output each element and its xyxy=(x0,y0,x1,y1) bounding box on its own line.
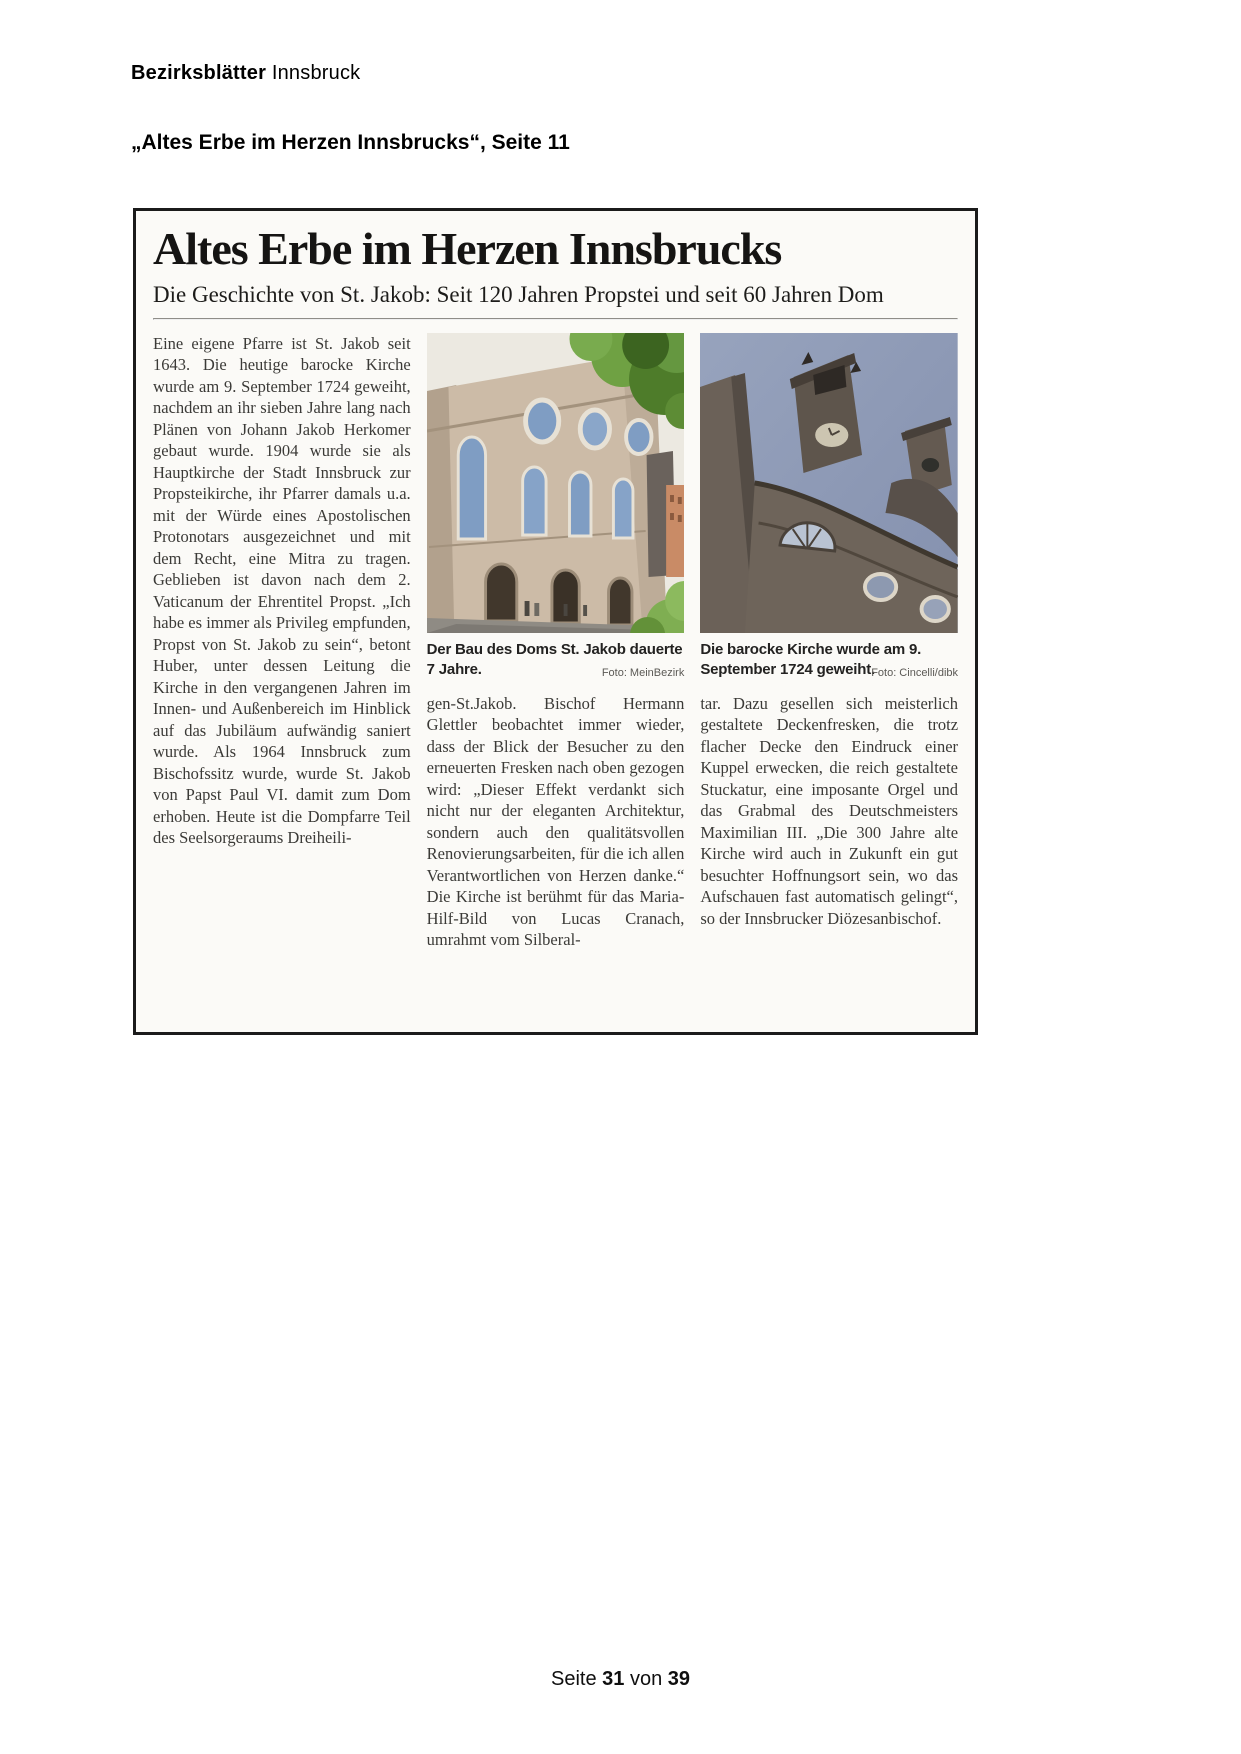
photo-credit: Foto: MeinBezirk xyxy=(601,666,685,679)
publication-name-bold: Bezirksblätter xyxy=(131,62,267,84)
article-clipping xyxy=(133,208,978,1035)
article-columns xyxy=(153,333,958,951)
article-title: Altes Erbe im Herzen Innsbrucks xyxy=(153,223,782,274)
footer-total-pages: 39 xyxy=(667,1668,691,1690)
publication-name-regular: Innsbruck xyxy=(271,62,361,84)
photo-baroque-church xyxy=(700,333,958,633)
photo-caption-text: Der Bau des Doms St. Jakob dauerte 7 Jahre. xyxy=(426,640,683,679)
baroque-church-image xyxy=(700,333,958,633)
photo-caption xyxy=(427,640,685,684)
photo-caption xyxy=(700,640,958,684)
publication-name xyxy=(131,62,360,85)
footer-label-of: von xyxy=(629,1668,663,1690)
column-2-text: gen-St.Jakob. Bischof Hermann Glettler beobachtet immer wieder, dass der Blick der Besucher zu den erneuerten Fresken nach oben gezogen wird: „Dieser Effekt verdankt sich nicht nur der eleganten Architektur, sondern auch den qualitätsvollen Renovierungsarbeiten, für die ich allen Verantwortlichen von Herzen danke.“ Die Kirche ist berühmt für das Maria-Hilf-Bild von Lucas Cranach, umrahmt vom Silberal- xyxy=(426,693,685,950)
photo-caption-text: Die barocke Kirche wurde am 9. September 1724 geweiht. xyxy=(700,640,922,679)
article-column-3 xyxy=(700,333,958,951)
article-subtitle: Die Geschichte von St. Jakob: Seit 120 Jahren Propstei und seit 60 Jahren Dom xyxy=(153,281,884,307)
column-3-text: tar. Dazu gesellen sich meisterlich gestaltete Deckenfresken, die trotz flacher Decke den Eindruck einer Kuppel erwecken, die reich gestaltete Stuckatur, eine imposante Orgel und das Grabmal des Deutschmeisters Maximilian III. „Die 300 Jahre alte Kirche wird auch in Zukunft ein gut besuchter Hoffnungsort sein, wo das Aufschauen fast automatisch gelingt“, so der Innsbrucker Diözesanbischof. xyxy=(700,693,959,928)
column-1-text: Eine eigene Pfarre ist St. Jakob seit 1643. Die heutige barocke Kirche wurde am 9. September 1724 geweiht, nachdem an ihr sieben Jahre lang nach Plänen von Johann Jakob Herkomer gebaut wurde. 1904 wurde sie als Hauptkirche der Stadt Innsbruck zur Propsteikirche, ihr Pfarrer damals u.a. mit der Würde eines Apostolischen Protonotars ausgezeichnet und mit dem Recht, eine Mitra zu tragen. Geblieben ist davon nach dem 2. Vaticanum der Ehrentitel Propst. „Ich habe es immer als Privileg empfunden, Propst von St. Jakob zu sein“, betont Huber, unter dessen Leitung die Kirche in den vergangenen Jahren im Innen- und Außenbereich im Hinblick auf das Jubiläum aufwändig saniert wurde. Als 1964 Innsbruck zum Bischofssitz wurde, wurde St. Jakob von Papst Paul VI. damit zum Dom erhoben. Heute ist die Dompfarre Teil des Seelsorgeraums Dreiheili- xyxy=(153,333,411,848)
article-column-1 xyxy=(153,333,411,951)
header-divider xyxy=(153,318,958,320)
footer-label-page: Seite xyxy=(550,1668,597,1690)
photo-dom-facade xyxy=(427,333,685,633)
clip-heading: „Altes Erbe im Herzen Innsbrucks“, Seite 11 xyxy=(131,131,570,154)
photo-credit: Foto: Cincelli/dibk xyxy=(871,666,959,679)
dom-facade-image xyxy=(427,333,685,633)
page-footer xyxy=(0,1668,1241,1691)
footer-page-number: 31 xyxy=(602,1668,625,1690)
article-column-2 xyxy=(427,333,685,951)
